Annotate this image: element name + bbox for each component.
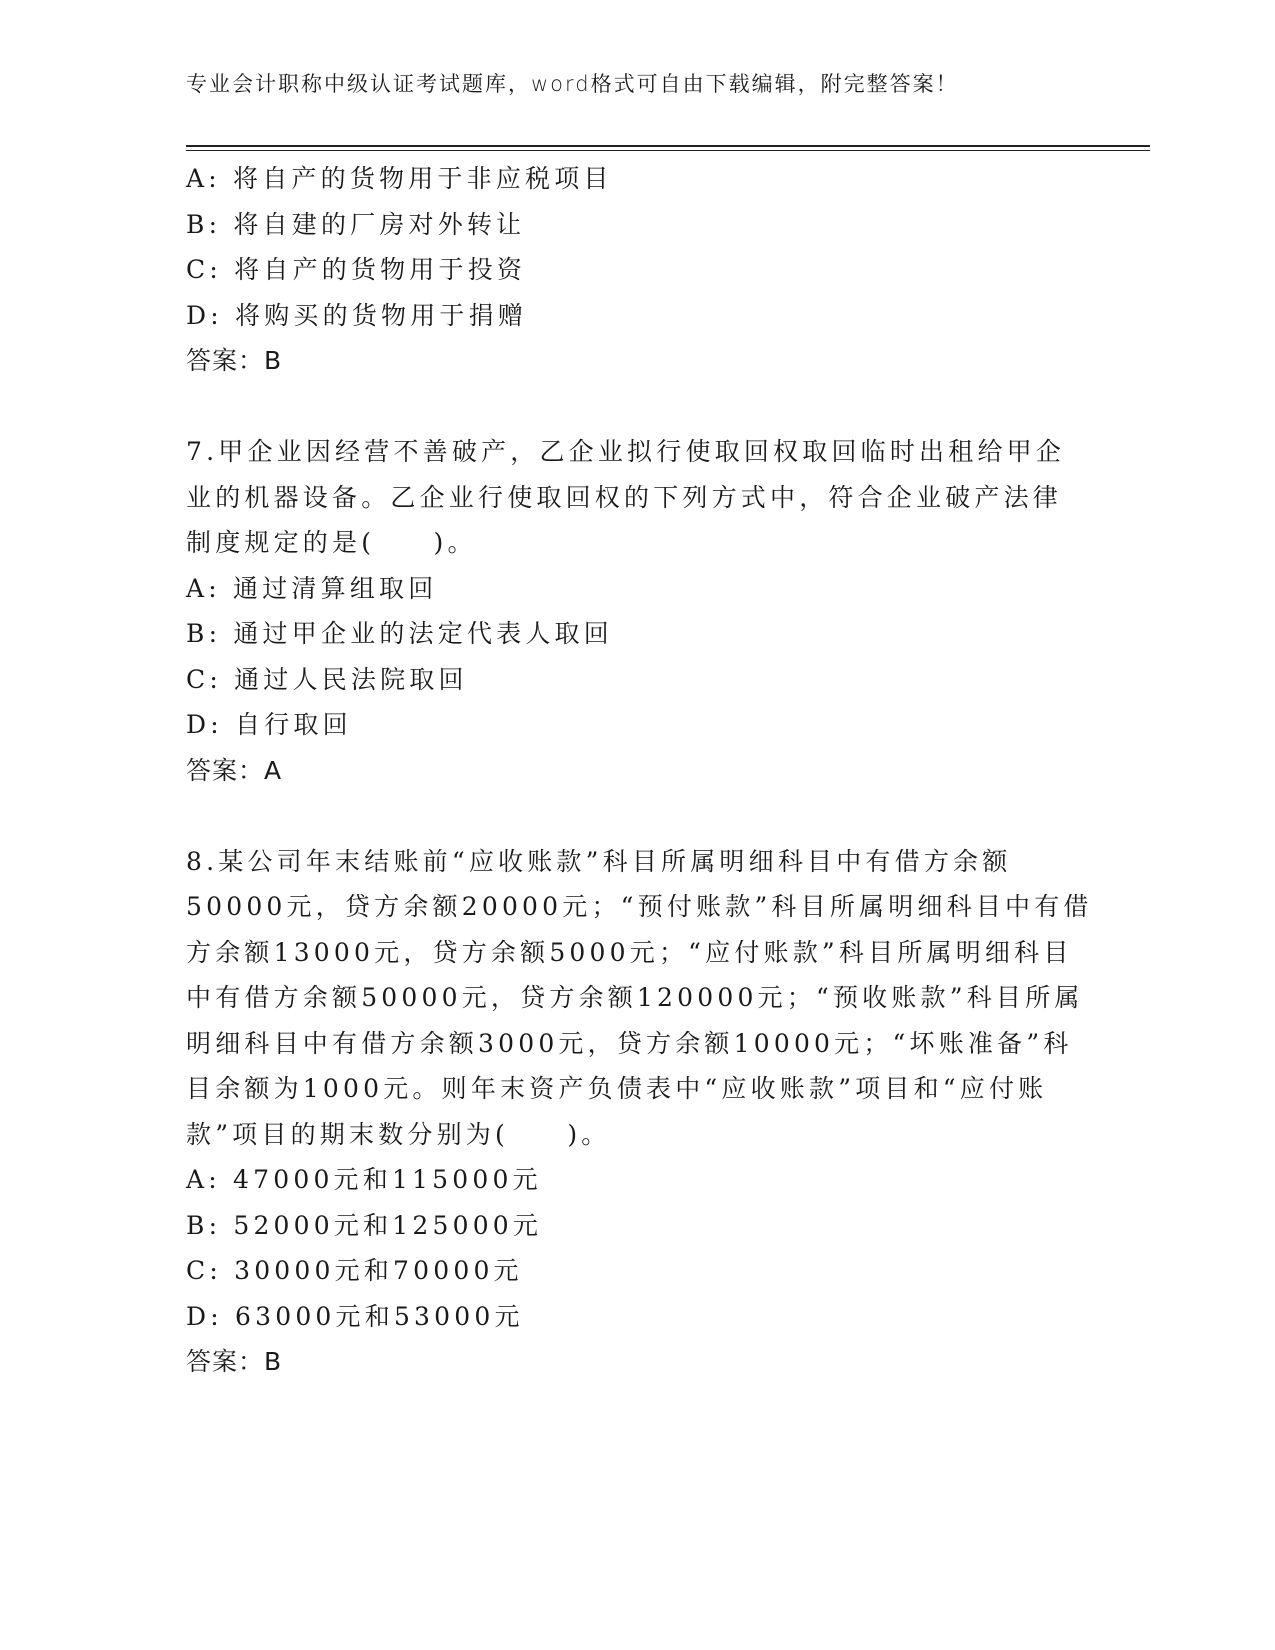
option-b: B: 通过甲企业的法定代表人取回 [186, 619, 613, 648]
option-d: D: 自行取回 [186, 710, 352, 739]
question-stem-line: 方余额13000元，贷方余额5000元；“应付账款”科目所属明细科目 [186, 937, 1073, 967]
question-block-6 [186, 156, 1086, 384]
question-stem-line: 款”项目的期末数分别为( )。 [186, 1119, 611, 1149]
header-rule-thick [186, 145, 1150, 147]
question-stem-line: 明细科目中有借方余额3000元，贷方余额10000元；“坏账准备”科 [186, 1028, 1073, 1058]
question-stem-line: 中有借方余额50000元，贷方余额120000元；“预收账款”科目所属 [186, 983, 1084, 1012]
block-spacer [186, 384, 1086, 430]
question-content [186, 156, 1093, 1385]
question-block-8 [186, 839, 1093, 1385]
option-b: B: 将自建的厂房对外转让 [186, 209, 526, 239]
question-stem-line: 7.甲企业因经营不善破产，乙企业拟行使取回权取回临时出租给甲企 [186, 437, 1066, 466]
option-d: D: 将购买的货物用于捐赠 [186, 300, 528, 330]
answer-line: 答案：B [186, 1347, 283, 1376]
option-a: A: 47000元和115000元 [186, 1165, 542, 1194]
question-stem-line: 制度规定的是( )。 [186, 528, 477, 557]
question-stem-line: 业的机器设备。乙企业行使取回权的下列方式中，符合企业破产法律 [186, 482, 1063, 512]
option-c: C: 将自产的货物用于投资 [186, 255, 527, 284]
page-header: 专业会计职称中级认证考试题库，word格式可自由下载编辑，附完整答案！ [186, 72, 959, 96]
question-stem-line: 8.某公司年末结账前“应收账款”科目所属明细科目中有借方余额 [186, 846, 1012, 876]
question-stem-line: 50000元，贷方余额20000元；“预付账款”科目所属明细科目中有借 [186, 892, 1093, 921]
option-c: C: 通过人民法院取回 [186, 664, 468, 694]
block-spacer [186, 793, 1086, 839]
answer-line: 答案：B [186, 346, 283, 375]
option-b: B: 52000元和125000元 [186, 1210, 543, 1240]
question-block-7 [186, 429, 1086, 793]
option-c: C: 30000元和70000元 [186, 1256, 523, 1285]
question-stem-line: 目余额为1000元。则年末资产负债表中“应收账款”项目和“应付账 [186, 1074, 1048, 1103]
option-a: A: 通过清算组取回 [186, 573, 438, 603]
option-d: D: 63000元和53000元 [186, 1301, 524, 1331]
answer-line: 答案：A [186, 755, 283, 785]
header-rule-thin [186, 150, 1150, 151]
option-a: A: 将自产的货物用于非应税项目 [186, 164, 613, 193]
